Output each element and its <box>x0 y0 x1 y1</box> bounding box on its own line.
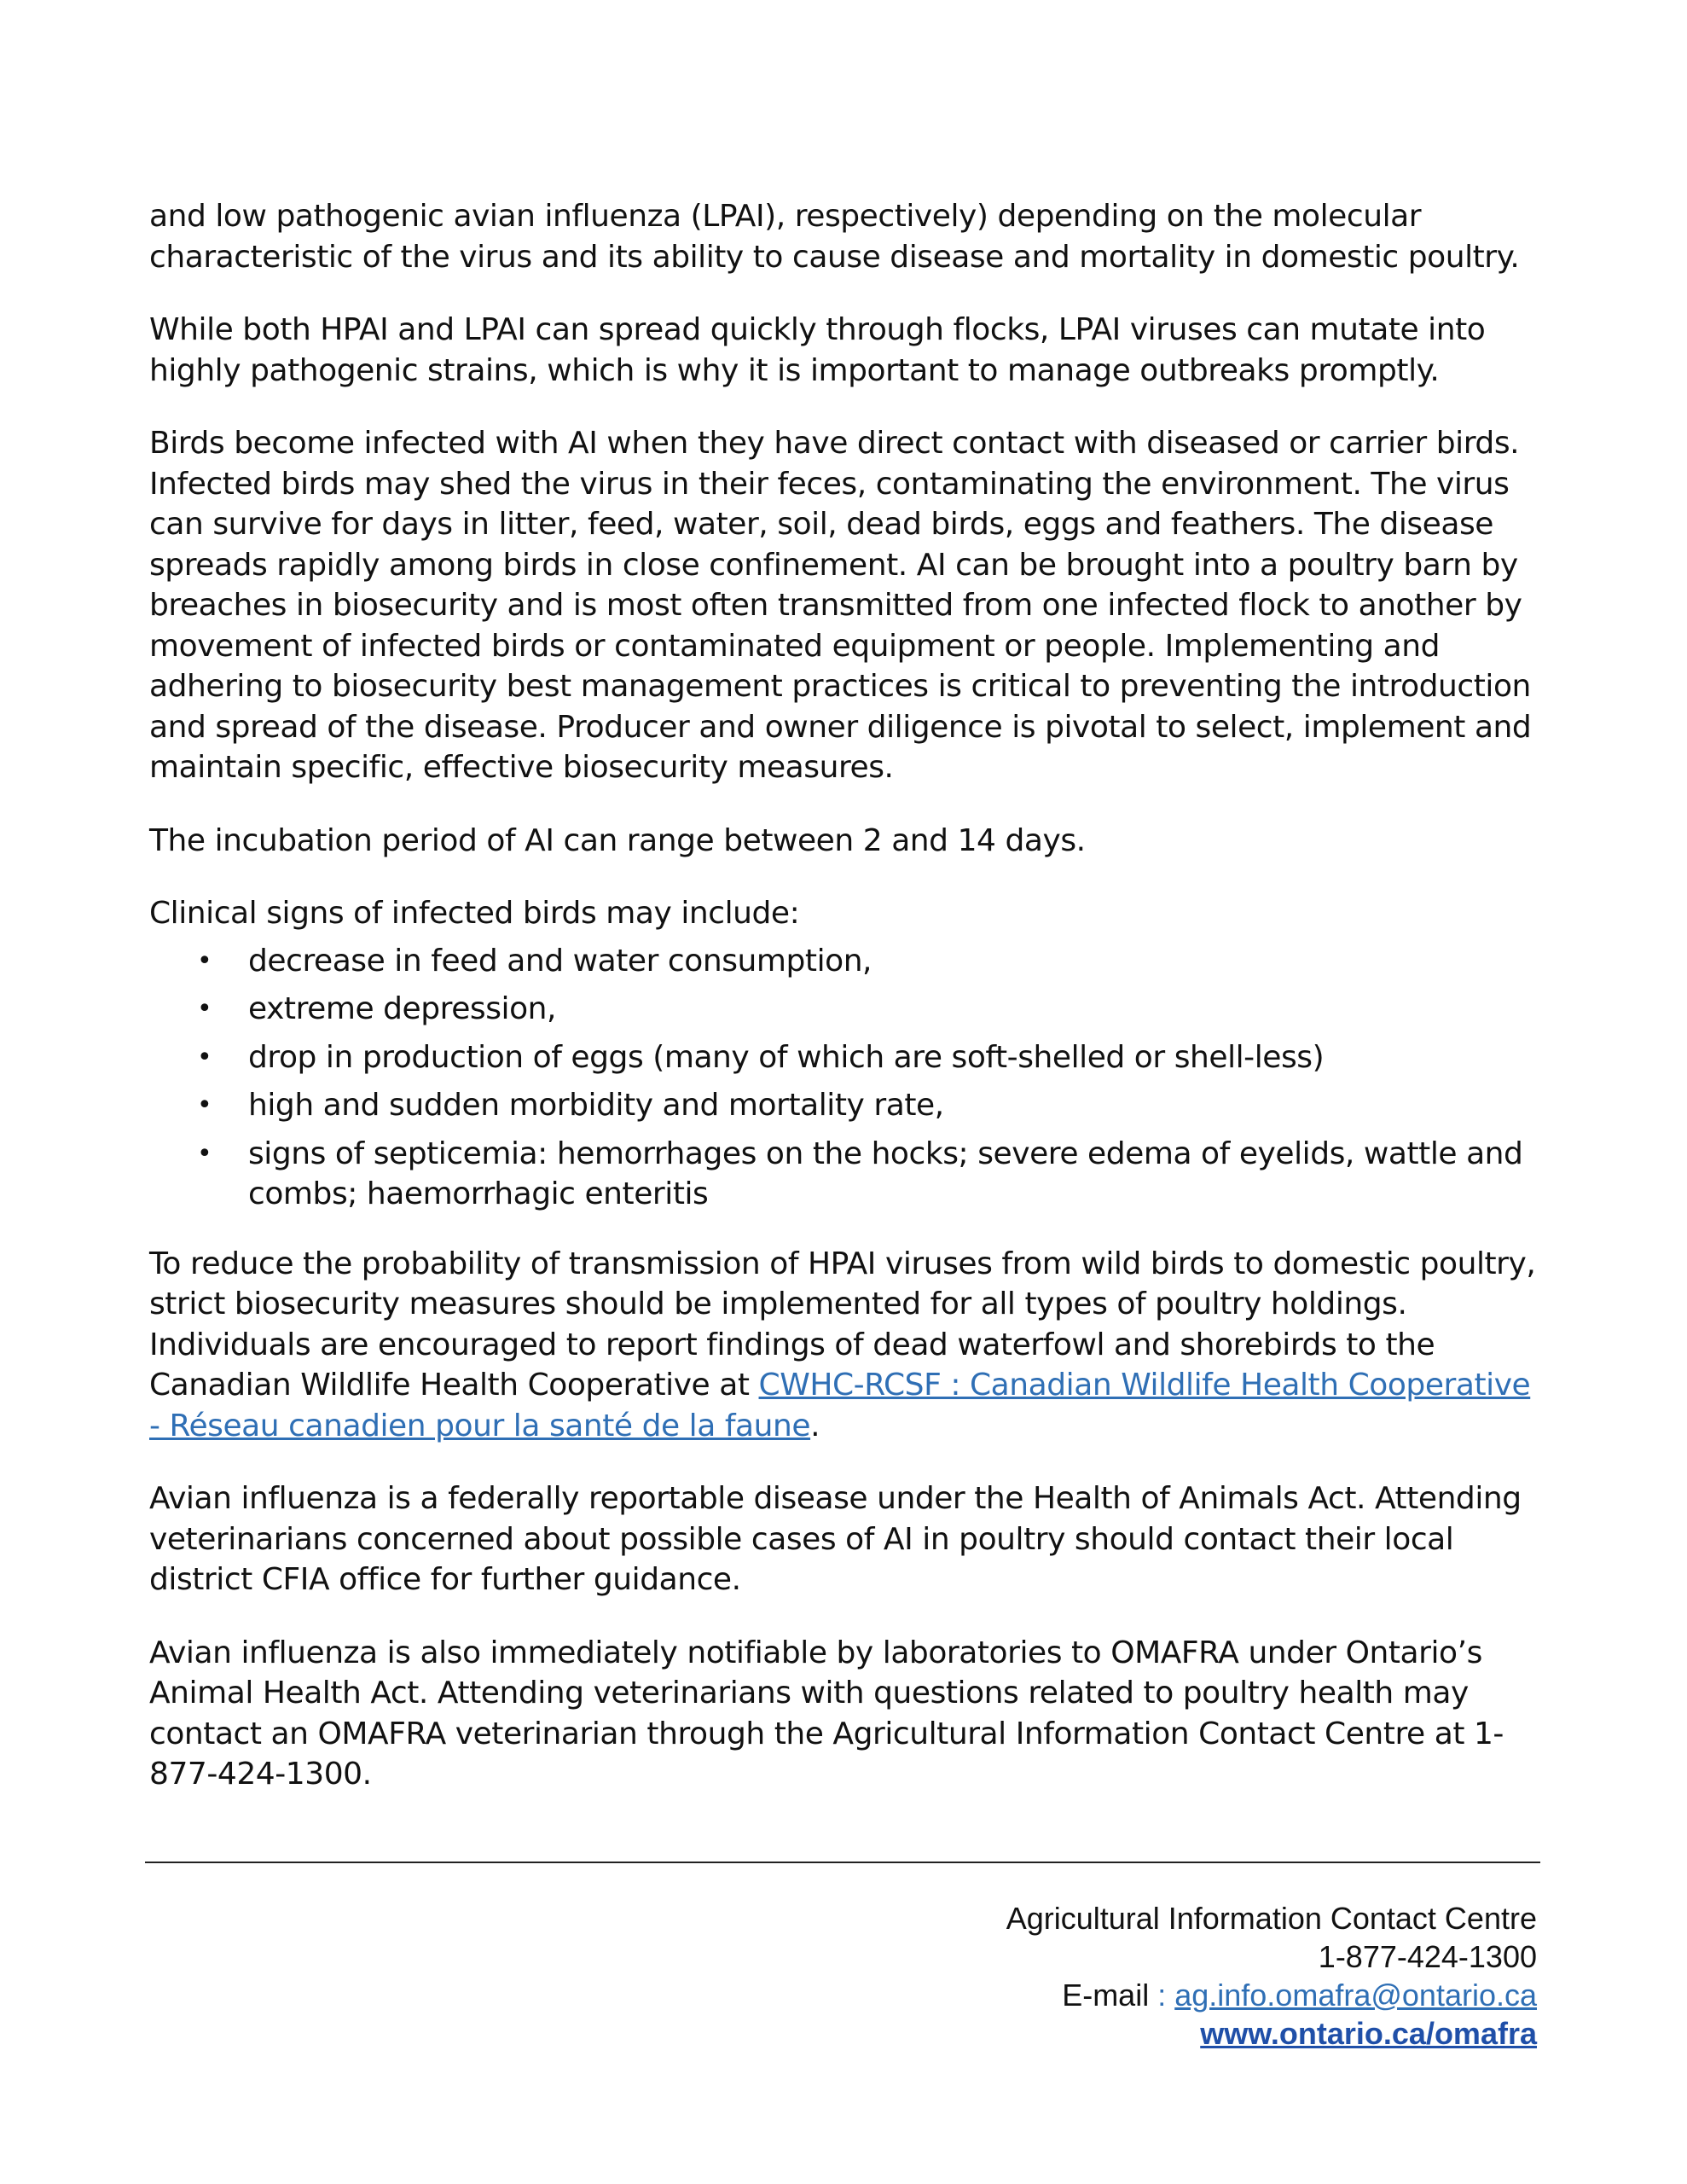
footer-phone: 1-877-424-1300 <box>1318 1939 1537 1974</box>
bullet-icon: • <box>197 945 212 976</box>
footer-email-separator: : <box>1149 1978 1175 2013</box>
cwhc-link[interactable]: CWHC-RCSF : Canadian Wildlife Health Cooperative - Réseau canadien pour la santé de la faune <box>149 1368 1531 1443</box>
bullet-icon: • <box>197 1138 212 1169</box>
footer-email-line <box>1006 1976 1537 2014</box>
footer-website-line <box>1006 2014 1537 2053</box>
list-item <box>149 1085 1548 1126</box>
bullet-icon: • <box>197 1042 212 1072</box>
clinical-signs-list <box>149 941 1548 1215</box>
list-item-text: decrease in feed and water consumption, <box>248 943 872 979</box>
contact-footer <box>1006 1899 1537 2053</box>
list-item-text: extreme depression, <box>248 991 557 1026</box>
paragraph-omafra-notifiable: Avian influenza is also immediately notifiable by laboratories to OMAFRA under Ontario’s Animal Health Act. Attending veterinarians with questions related to poultry health may contact an OMAFRA veterinarian through the Agricultural Information Contact Centre at 1-877-424-1300. <box>149 1635 1504 1792</box>
list-item-text: drop in production of eggs (many of which are soft-shelled or shell-less) <box>248 1039 1325 1075</box>
list-item <box>149 1037 1548 1078</box>
list-item-text: signs of septicemia: hemorrhages on the hocks; severe edema of eyelids, wattle and combs; haemorrhagic enteritis <box>248 1136 1523 1211</box>
list-item <box>149 1134 1548 1215</box>
paragraph-biosecurity-reporting <box>149 1244 1548 1447</box>
paragraph-transmission: Birds become infected with AI when they have direct contact with diseased or carrier birds. Infected birds may shed the virus in their feces, contaminating the environment. The virus can survive for days in litter, feed, water, soil, dead birds, eggs and feathers. The disease spreads rapidly among birds in close confinement. AI can be brought into a poultry barn by breaches in biosecurity and is most often transmitted from one infected flock to another by movement of infected birds or contaminated equipment or people. Implementing and adhering to biosecurity best management practices is critical to preventing the introduction and spread of the disease. Producer and owner diligence is pivotal to select, implement and maintain specific, effective biosecurity measures. <box>149 426 1532 785</box>
document-body <box>149 196 1548 1827</box>
paragraph-hpai-lpai: While both HPAI and LPAI can spread quickly through flocks, LPAI viruses can mutate into highly pathogenic strains, which is why it is important to manage outbreaks promptly. <box>149 312 1486 388</box>
paragraph-end-punctuation: . <box>810 1408 820 1443</box>
list-item <box>149 941 1548 982</box>
paragraph-clinical-signs-intro: Clinical signs of infected birds may include: <box>149 896 800 931</box>
footer-email-label: E-mail <box>1062 1978 1150 2013</box>
paragraph-text: To reduce the probability of transmission of HPAI viruses from wild birds to domestic poultry, strict biosecurity measures should be implemented for all types of poultry holdings. Individuals are encouraged to report findings of dead waterfowl and shorebirds to the Canadian Wildlife Health Cooperative at <box>149 1246 1536 1403</box>
list-item <box>149 989 1548 1030</box>
paragraph-intro: and low pathogenic avian influenza (LPAI), respectively) depending on the molecular characteristic of the virus and its ability to cause disease and mortality in domestic poultry. <box>149 199 1520 275</box>
paragraph-federal-reportable: Avian influenza is a federally reportable disease under the Health of Animals Act. Attending veterinarians concerned about possible cases of AI in poultry should contact their local district CFIA office for further guidance. <box>149 1481 1522 1597</box>
footer-email-link[interactable]: ag.info.omafra@ontario.ca <box>1174 1978 1537 2013</box>
bullet-icon: • <box>197 1090 212 1120</box>
footer-website-link[interactable]: www.ontario.ca/omafra <box>1200 2016 1537 2051</box>
footer-divider <box>145 1862 1540 1863</box>
paragraph-incubation: The incubation period of AI can range between 2 and 14 days. <box>149 822 1086 858</box>
bullet-icon: • <box>197 994 212 1024</box>
footer-org-name: Agricultural Information Contact Centre <box>1006 1901 1537 1936</box>
list-item-text: high and sudden morbidity and mortality rate, <box>248 1088 944 1123</box>
